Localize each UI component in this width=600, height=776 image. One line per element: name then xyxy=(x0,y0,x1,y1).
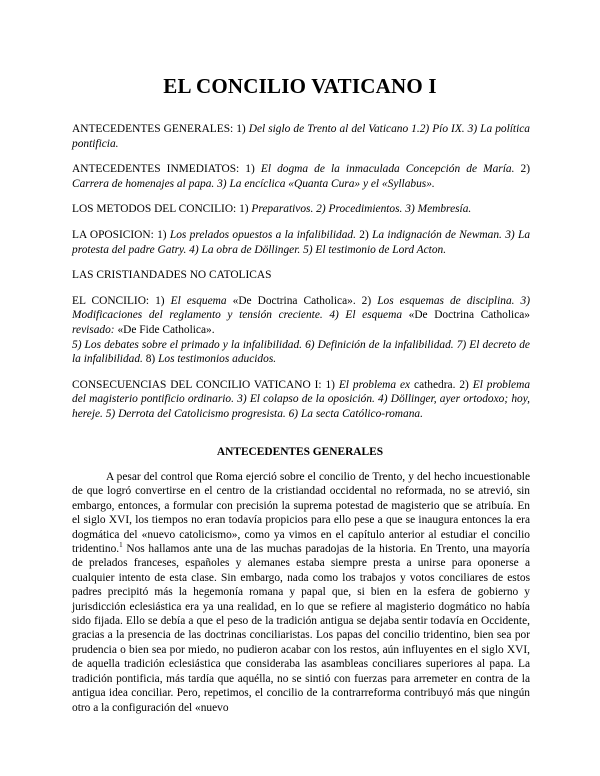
toc-number: 1) xyxy=(236,203,252,216)
table-of-contents xyxy=(72,122,530,422)
section-heading: ANTECEDENTES GENERALES xyxy=(216,446,384,458)
toc-heading: LA OPOSICION: xyxy=(72,228,154,241)
toc-topics: Carrera de homenajes al papa. 3) La encíclica «Quanta Cura» y el «Syllabus». xyxy=(72,177,435,190)
toc-number: 1) xyxy=(233,123,249,135)
toc-number: 2) xyxy=(355,228,373,241)
paragraph-text: Nos hallamos ante una de las muchas paradojas de la historia. En Trento, una mayoría de prelados franceses, españoles y alemanes estaba siempre presta a unirse para oponerse a cualquier intento de esta clase. Sin embargo, nada como los trabajos y votos conciliares de estos padres precipitó más la hegemonía romana y papal que, si bien en la esfera de gobierno y jurisdicción eclesiástica era ya una realidad, en lo que se refiere al magisterio dogmático no había sido fijada. Ello se debía a que el peso de la tradición antigua se dejaba sentir todavía en Occidente, gracias a la presencia de las doctrinas conciliaristas. Los papas del concilio tridentino, bien sea por prudencia o bien sea por miedo, no pudieron acabar con los restos, aún influyentes en el siglo XVI, de aquella tradición eclesiástica que consideraba las asambleas conciliares superiores al papa. La tradición pontificia, más tardía que aquélla, no se sintió con fuerzas para arremeter en contra de la antigua idea conciliar. Pero, repetimos, el concilio de la contrarreforma contribuyó más que ningún otro a la configuración del «nuevo xyxy=(72,543,530,714)
toc-heading: LOS METODOS DEL CONCILIO: xyxy=(72,203,237,216)
toc-entry-consecuencias xyxy=(72,378,530,422)
toc-topics: El problema ex xyxy=(338,378,411,391)
toc-heading: ANTECEDENTES GENERALES: xyxy=(72,123,234,135)
document-title: EL CONCILIO VATICANO I xyxy=(163,74,437,98)
toc-entry-concilio xyxy=(72,294,530,367)
toc-topics: Los prelados opuestos a la infalibilidad. xyxy=(169,228,356,241)
body-paragraph xyxy=(72,470,530,715)
toc-topics: Preparativos. 2) Procedimientos. 3) Membresía. xyxy=(251,203,472,216)
toc-entry-antecedentes-generales xyxy=(72,122,530,151)
toc-entry-cristiandades xyxy=(72,268,530,283)
toc-number: 1) xyxy=(321,378,339,391)
toc-entry-metodos xyxy=(72,202,530,217)
toc-topics: Los testimonios aducidos. xyxy=(158,353,277,366)
toc-number: 8) xyxy=(142,353,159,366)
toc-heading: ANTECEDENTES INMEDIATOS: xyxy=(72,163,240,176)
toc-text: «De Fide Catholica». xyxy=(114,323,215,336)
toc-topics: revisado: xyxy=(72,323,115,336)
toc-topics: Los esquemas de disciplina. 3) Modificaciones del reglamento y tensión creciente. 4) El esquema xyxy=(72,294,530,322)
toc-topics: 5) Los debates sobre el primado y la infalibilidad. 6) Definición de la infalibilidad. 7) El decreto de la infalibilidad. xyxy=(72,338,530,366)
toc-text: «De Doctrina Catholica». 2) xyxy=(226,294,378,307)
toc-number: 2) xyxy=(514,163,531,176)
toc-heading: CONSECUENCIAS DEL CONCILIO VATICANO I: xyxy=(72,378,322,391)
toc-topics: Del siglo de Trento al del Vaticano 1.2) Pío IX. 3) La política pontificia. xyxy=(72,123,531,150)
toc-entry-oposicion xyxy=(72,228,530,257)
toc-text: «De Doctrina Catholica» xyxy=(402,309,530,322)
paragraph-text: A pesar del control que Roma ejerció sobre el concilio de Trento, y del hecho incuestionable de que logró convertirse en el centro de la cristiandad occidental no reformada, no se atrevió, sin embargo, entonces, a formular con precisión la suprema potestad de magisterio que se atribuía. En el siglo XVI, los tiempos no eran todavía propicios para ello pese a que se inaugura entonces la era dogmática del «nuevo catolicismo», como ya vimos en el capítulo anterior al estudiar el concilio tridentino. xyxy=(72,471,530,556)
toc-topics: La indignación de Newman. 3) La protesta del padre Gatry. 4) La obra de Döllinger. 5) El testimonio de Lord Acton. xyxy=(72,228,531,256)
toc-heading: LAS CRISTIANDADES NO CATOLICAS xyxy=(72,269,272,282)
toc-topics: El problema del magisterio pontificio ordinario. 3) El colapso de la oposición. 4) Döllinger, ayer ortodoxo; hoy, hereje. 5) Derrota del Catolicismo progresista. 6) La secta Católico-romana. xyxy=(72,378,531,420)
toc-entry-antecedentes-inmediatos xyxy=(72,162,530,191)
toc-heading: EL CONCILIO: xyxy=(72,294,150,307)
toc-text: cathedra. 2) xyxy=(410,378,473,391)
footnote-marker[interactable]: 1 xyxy=(119,541,123,550)
toc-topics: El dogma de la inmaculada Concepción de María. xyxy=(260,163,515,176)
toc-number: 1) xyxy=(149,294,171,307)
toc-topics: El esquema xyxy=(170,294,227,307)
toc-number: 1) xyxy=(153,228,170,241)
toc-number: 1) xyxy=(239,163,261,176)
